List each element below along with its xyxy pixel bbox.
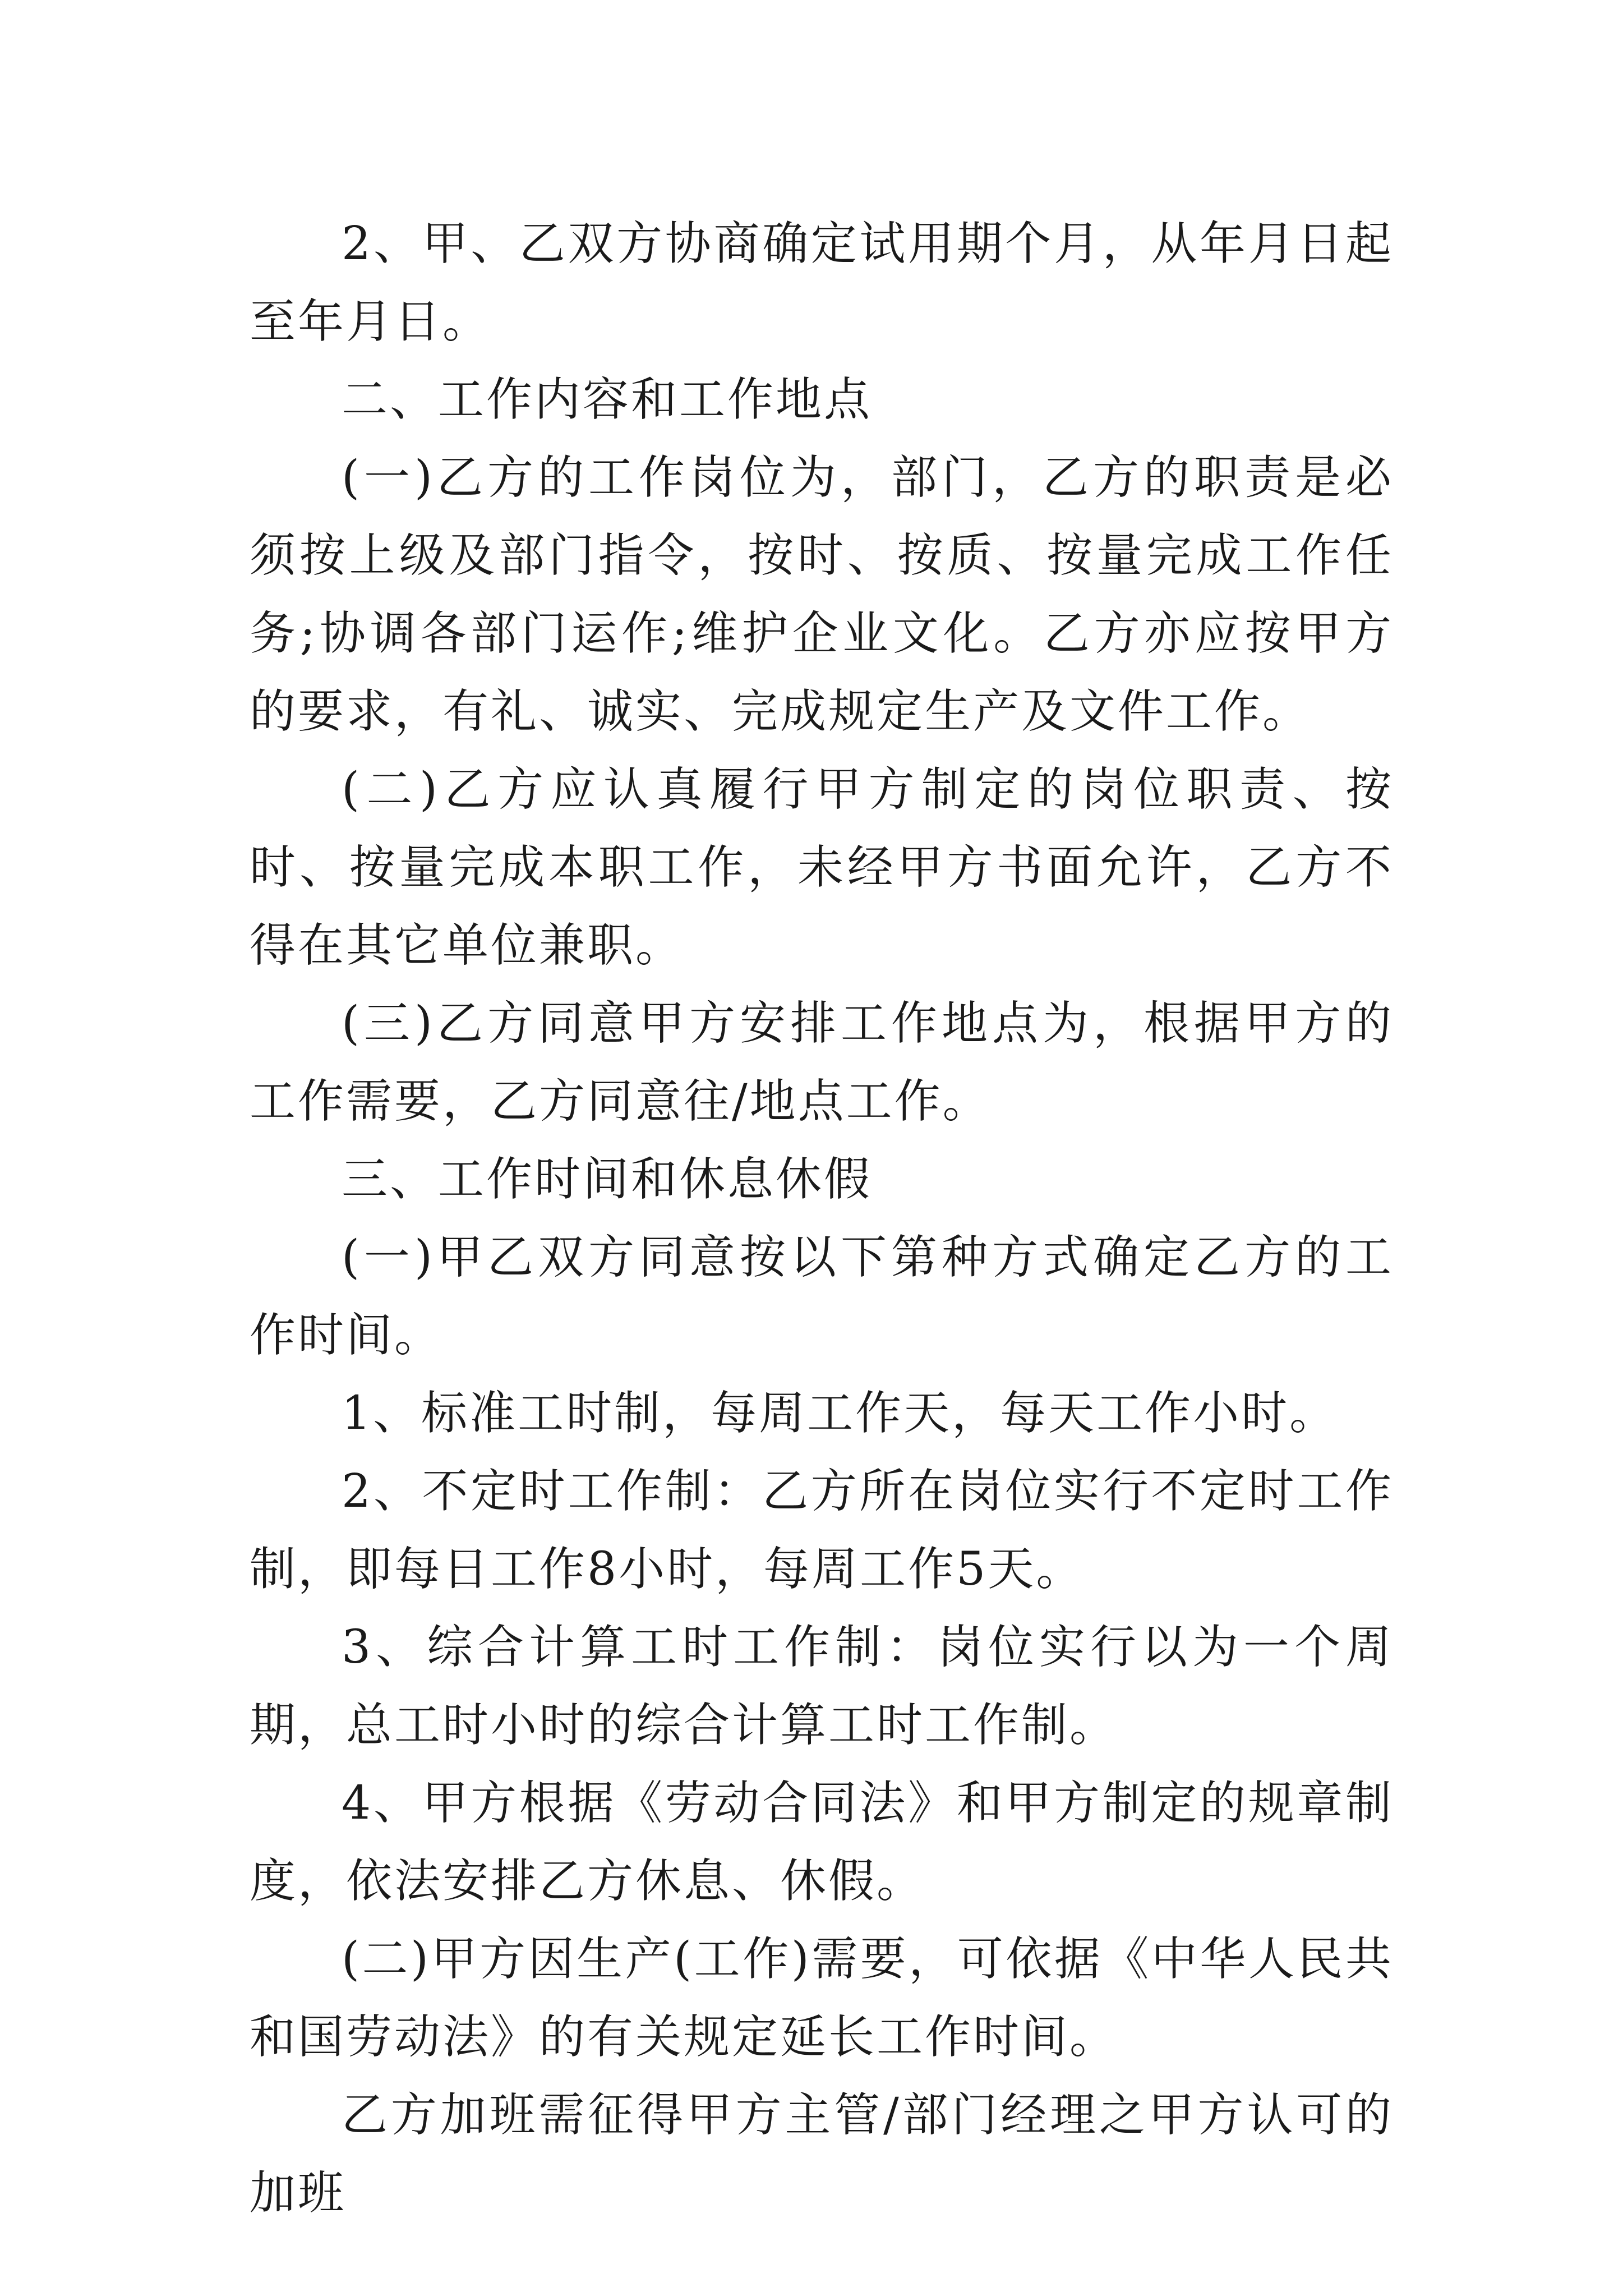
paragraph-overtime-extension: (二)甲方因生产(工作)需要，可依据《中华人民共和国劳动法》的有关规定延长工作时间。	[250, 1932, 1394, 2064]
paragraph-work-location: (三)乙方同意甲方安排工作地点为，根据甲方的工作需要，乙方同意往/地点工作。	[250, 997, 1394, 1128]
paragraph-rest-leave: 4、甲方根据《劳动合同法》和甲方制定的规章制度，依法安排乙方休息、休假。	[250, 1777, 1394, 1908]
paragraph-comprehensive-hours: 3、综合计算工时工作制：岗位实行以为一个周期，总工时小时的综合计算工时工作制。	[250, 1621, 1394, 1752]
paragraph-flexible-hours: 2、不定时工作制：乙方所在岗位实行不定时工作制，即每日工作8小时，每周工作5天。	[250, 1465, 1394, 1596]
paragraph-job-position: (一)乙方的工作岗位为，部门，乙方的职责是必须按上级及部门指令，按时、按质、按量完成工作任务;协调各部门运作;维护企业文化。乙方亦应按甲方的要求，有礼、诚实、完成规定生产及文件工作。	[250, 451, 1394, 738]
paragraph-overtime-approval: 乙方加班需征得甲方主管/部门经理之甲方认可的加班	[250, 2088, 1394, 2220]
document-body	[250, 205, 1394, 2232]
paragraph-job-duties: (二)乙方应认真履行甲方制定的岗位职责、按时、按量完成本职工作，未经甲方书面允许，乙方不得在其它单位兼职。	[250, 763, 1394, 972]
section-heading-work-content: 二、工作内容和工作地点	[342, 373, 873, 426]
paragraph-work-time-method: (一)甲乙双方同意按以下第种方式确定乙方的工作时间。	[250, 1231, 1394, 1362]
paragraph-standard-hours: 1、标准工时制，每周工作天，每天工作小时。	[342, 1387, 1338, 1440]
section-heading-work-hours: 三、工作时间和休息休假	[342, 1153, 873, 1206]
paragraph-probation: 2、甲、乙双方协商确定试用期个月，从年月日起至年月日。	[250, 217, 1394, 348]
